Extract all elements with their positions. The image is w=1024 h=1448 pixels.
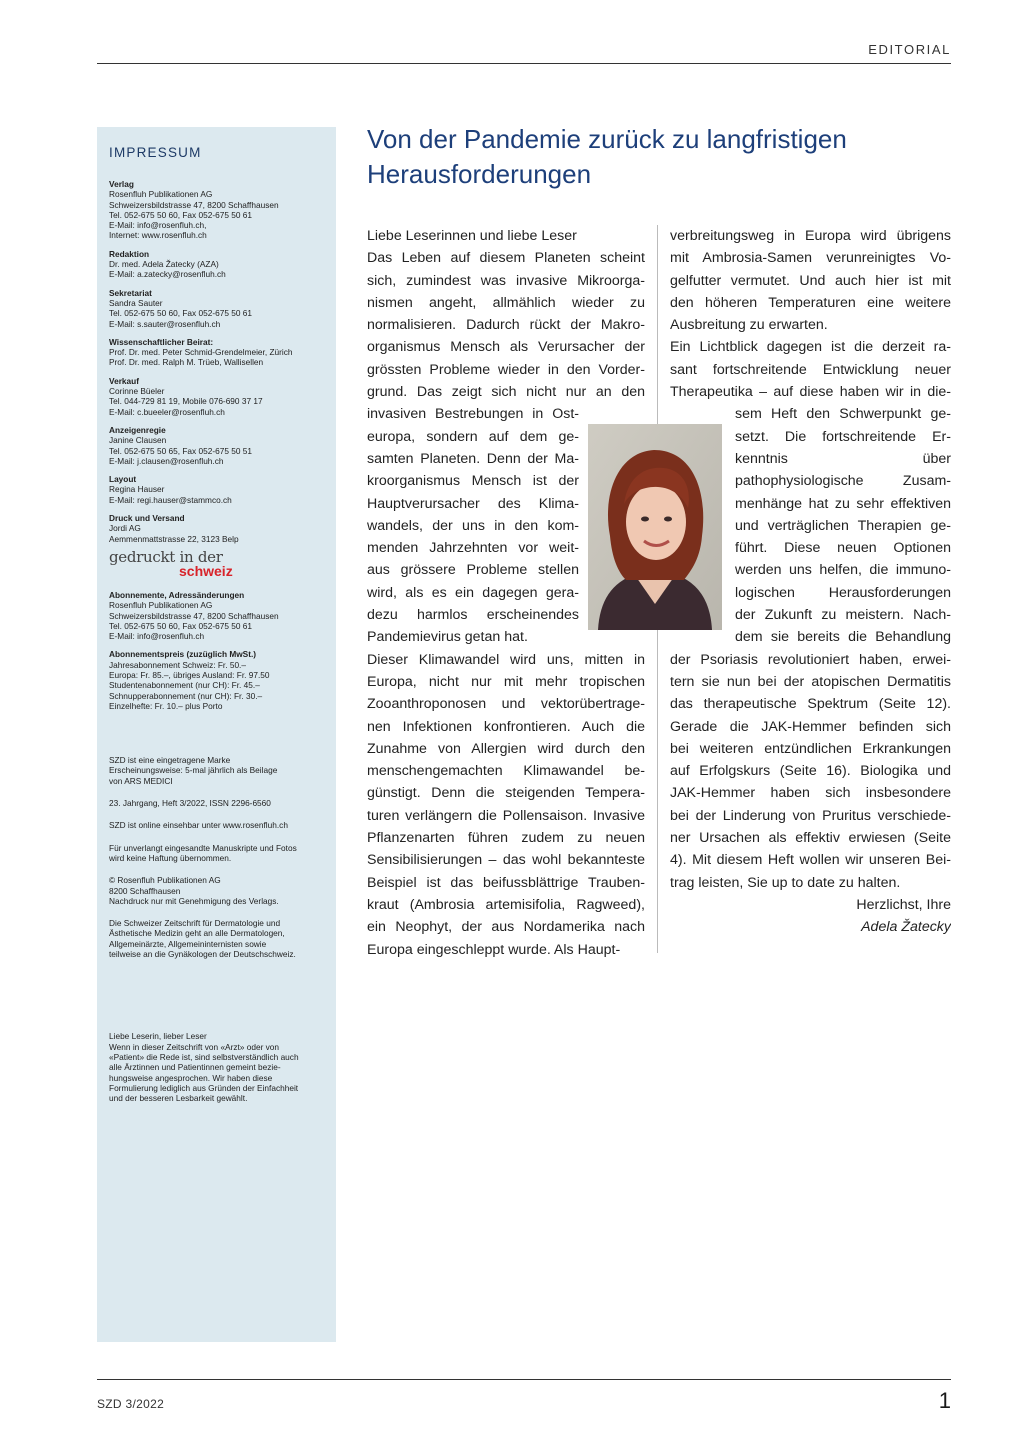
article-line: sem Heft den Schwerpunkt ge-	[735, 406, 951, 423]
impressum-line: Tel. 052-675 50 60, Fax 052-675 50 61	[109, 209, 252, 220]
author-photo	[588, 424, 722, 630]
impressum-note	[109, 875, 329, 906]
impressum-section	[109, 337, 329, 368]
article-line: Das Leben auf diesem Planeten scheint	[367, 250, 645, 267]
impressum-section	[109, 179, 329, 241]
impressum-line: Tel. 052-675 50 60, Fax 052-675 50 61	[109, 620, 252, 631]
gender-note-line: und der besseren Lesbarkeit gewählt.	[109, 1093, 248, 1104]
article-line: Europa, nicht nur mit mehr tropischen	[367, 673, 645, 690]
impressum-note-line: Die Schweizer Zeitschrift für Dermatologie und	[109, 918, 281, 929]
article-line: trag leisten, Sie up to date zu halten.	[670, 874, 901, 891]
article-line: Liebe Leserinnen und liebe Leser	[367, 228, 577, 244]
spacer	[109, 971, 329, 1031]
gender-note-line: alle Ärztinnen und Patientinnen gemeint bezie-	[109, 1062, 281, 1073]
article-line: und verträglichen Therapien ge-	[735, 517, 951, 534]
impressum-line: Janine Clausen	[109, 435, 167, 446]
impressum-note-line: Allgemeinärzte, Allgemeininternisten sowie	[109, 938, 267, 949]
article-line: Pandemievirus getan hat.	[367, 629, 528, 646]
impressum-heading: Abonnemente, Adressänderungen	[109, 589, 245, 600]
gender-note-line: Liebe Leserin, lieber Leser	[109, 1031, 207, 1042]
article-line: aus grössere Probleme stellen	[367, 562, 579, 579]
impressum-heading: Redaktion	[109, 248, 150, 259]
impressum-title: IMPRESSUM	[109, 145, 202, 160]
impressum-note-line: wird keine Haftung übernommen.	[109, 852, 232, 863]
impressum-section	[109, 590, 329, 641]
article-line: werden uns helfen, die immuno-	[735, 562, 951, 579]
impressum-line: Prof. Dr. med. Peter Schmid-Grendelmeier, Zürich	[109, 347, 293, 358]
impressum-line: Schweizersbildstrasse 47, 8200 Schaffhausen	[109, 199, 279, 210]
article-line: organismus Mensch als Verursacher der	[367, 339, 645, 356]
impressum-note-line: Erscheinungsweise: 5-mal jährlich als Beilage	[109, 765, 278, 776]
article-line: setzt. Die fortschreitende Er-	[735, 428, 951, 445]
impressum-body	[109, 179, 329, 1115]
impressum-line: Europa: Fr. 85.–, übriges Ausland: Fr. 97.50	[109, 669, 270, 680]
article-line: ein Neophyt, der aus Nordamerika nach	[367, 919, 645, 936]
article-line: JAK-Hemmer haben sich insbesondere	[670, 785, 951, 802]
article-line: der Psoriasis revolutioniert haben, erwei-	[670, 651, 951, 668]
impressum-note	[109, 820, 329, 830]
article-line: bei der Linderung von Pruritus verschiede-	[670, 807, 951, 824]
article-line: Ausbreitung zu erwarten.	[670, 317, 828, 334]
article-line: turen verlängern die Pollensaison. Invasive	[367, 807, 645, 824]
impressum-note-line: von ARS MEDICI	[109, 775, 173, 786]
article-line: verbreitungsweg in Europa wird übrigens	[670, 228, 951, 244]
impressum-note	[109, 918, 329, 959]
article-title	[367, 122, 927, 192]
impressum-heading: Druck und Versand	[109, 513, 185, 524]
article-line: kenntnis über	[735, 450, 951, 467]
impressum-section	[109, 249, 329, 280]
impressum-note-line: Ästhetische Medizin geht an alle Dermatologen,	[109, 928, 285, 939]
impressum-note-line: Für unverlangt eingesandte Manuskripte und Fotos	[109, 842, 297, 853]
article-line: grund. Das zeigt sich nicht nur an den	[367, 384, 645, 401]
issue-label: SZD 3/2022	[97, 1397, 165, 1411]
article-line: Sensibilisierungen – das wohl bekannteste	[367, 852, 645, 869]
impressum-line: E-Mail: a.zatecky@rosenfluh.ch	[109, 269, 226, 280]
print-logo	[109, 547, 329, 582]
article-line: nen Infektionen konfrontieren. Auch die	[367, 718, 645, 735]
footer-rule	[97, 1379, 951, 1380]
impressum-heading: Layout	[109, 474, 137, 485]
article-line: der Zukunft zu meistern. Nach-	[735, 607, 951, 624]
impressum-heading: Verkauf	[109, 375, 139, 386]
print-logo-line2: schweiz	[179, 562, 233, 579]
impressum-sidebar	[97, 127, 336, 1342]
article-line: Europa eingeschleppt wurde. Als Haupt-	[367, 941, 621, 958]
article-line: sant fortschreitende Entwicklung neuer	[670, 361, 951, 378]
impressum-heading: Sekretariat	[109, 287, 152, 298]
article-line: Gerade die JAK-Hemmer befinden sich	[670, 718, 951, 735]
impressum-line: E-Mail: regi.hauser@stammco.ch	[109, 494, 232, 505]
article-line: normalisieren. Dadurch rückt der Makro-	[367, 317, 645, 334]
gender-note-line: Wenn in dieser Zeitschrift von «Arzt» oder von	[109, 1041, 280, 1052]
article-line: menschengemachten Klimawandel be-	[367, 763, 645, 780]
impressum-section	[109, 513, 329, 544]
impressum-section	[109, 474, 329, 505]
impressum-line: Jahresabonnement Schweiz: Fr. 50.–	[109, 659, 246, 670]
impressum-line: Dr. med. Adela Žatecky (AZA)	[109, 259, 219, 270]
article-line: ner Ursachen als effektiv erwiesen (Seite	[670, 830, 951, 847]
gender-note-line: «Patient» die Rede ist, sind selbstverständlich auch	[109, 1051, 299, 1062]
impressum-heading: Wissenschaftlicher Beirat:	[109, 336, 214, 347]
article-line: Therapeutika – auf diese haben wir in die-	[670, 384, 951, 401]
article-line: führt. Diese neuen Optionen	[735, 540, 951, 557]
impressum-line: Aemmenmattstrasse 22, 3123 Belp	[109, 533, 239, 544]
article-line: kroorganismus Mensch ist der	[367, 473, 579, 490]
impressum-line: Corinne Büeler	[109, 386, 165, 397]
impressum-note-line: SZD ist eine eingetragene Marke	[109, 755, 231, 766]
impressum-line: Prof. Dr. med. Ralph M. Trüeb, Wallisellen	[109, 357, 264, 368]
impressum-line: Schweizersbildstrasse 47, 8200 Schaffhausen	[109, 610, 279, 621]
print-logo-line1: gedruckt in der	[109, 547, 223, 566]
impressum-note-line: SZD ist online einsehbar unter www.rosenfluh.ch	[109, 820, 288, 831]
article-line: wird, als es ein dagegen gera-	[367, 584, 579, 601]
impressum-line: Studentenabonnement (nur CH): Fr. 45.–	[109, 680, 260, 691]
article-line: das therapeutische Spektrum (Seite 12).	[670, 696, 951, 713]
article-line: bei weiteren entzündlichen Erkrankungen	[670, 740, 951, 757]
impressum-note-line: 8200 Schaffhausen	[109, 885, 181, 896]
article-title-line: Herausforderungen	[367, 159, 592, 189]
page-number: 1	[938, 1388, 951, 1413]
article-line: dezu harmlos erscheinendes	[367, 607, 579, 624]
impressum-line: E-Mail: info@rosenfluh.ch	[109, 631, 205, 642]
impressum-line: E-Mail: s.sauter@rosenfluh.ch	[109, 318, 221, 329]
article-line: pathophysiologische Zusam-	[735, 473, 951, 490]
impressum-line: E-Mail: c.bueeler@rosenfluh.ch	[109, 406, 225, 417]
impressum-heading: Verlag	[109, 179, 134, 189]
article-title-line: Von der Pandemie zurück zu langfristigen	[367, 124, 847, 154]
impressum-note-line: © Rosenfluh Publikationen AG	[109, 875, 221, 886]
impressum-note-line: Nachdruck nur mit Genehmigung des Verlags.	[109, 895, 279, 906]
closing-line: Herzlichst, Ihre	[856, 896, 951, 913]
impressum-line: Tel. 044-729 81 19, Mobile 076-690 37 17	[109, 396, 263, 407]
gender-note-line: Formulierung lediglich aus Gründen der Einfachheit	[109, 1082, 299, 1093]
article-line: dem sie bereits die Behandlung	[735, 629, 951, 646]
impressum-line: Einzelhefte: Fr. 10.– plus Porto	[109, 700, 223, 711]
article-line: Hauptverursacher des Klima-	[367, 495, 579, 512]
impressum-section	[109, 649, 329, 711]
impressum-line: Tel. 052-675 50 65, Fax 052-675 50 51	[109, 445, 252, 456]
article-line: 4). Mit diesem Heft wollen wir unseren Bei-	[670, 852, 951, 869]
article-line: Dieser Klimawandel wird uns, mitten in	[367, 651, 645, 668]
article-line: Ein Lichtblick dagegen ist die derzeit ra-	[670, 339, 951, 356]
article-line: auf Erfolgskurs (Seite 16). Biologika und	[670, 763, 951, 780]
impressum-line: Rosenfluh Publikationen AG	[109, 189, 213, 200]
article-line: gelfutter vermutet. Und auch hier ist mit	[670, 272, 951, 289]
impressum-heading: Abonnementspreis (zuzüglich MwSt.)	[109, 649, 257, 660]
impressum-line: Sandra Sauter	[109, 297, 163, 308]
impressum-note-line: teilweise an die Gynäkologen der Deutschschweiz.	[109, 949, 296, 960]
article-line: tern sie nun bei der atopischen Dermatitis	[670, 673, 951, 690]
article-line: den höheren Temperaturen eine weitere	[670, 294, 951, 311]
article-line: samten Planeten. Denn der Ma-	[367, 450, 579, 467]
impressum-line: E-Mail: j.clausen@rosenfluh.ch	[109, 455, 224, 466]
impressum-line: Rosenfluh Publikationen AG	[109, 600, 213, 611]
article-line: logischen Herausforderungen	[735, 584, 951, 601]
article-line: günstigt. Denn die steigenden Tempera-	[367, 785, 645, 802]
impressum-line: Tel. 052-675 50 60, Fax 052-675 50 61	[109, 308, 252, 319]
impressum-section	[109, 376, 329, 417]
impressum-note	[109, 843, 329, 864]
article-line: wandels, der uns in den kom-	[367, 517, 579, 534]
header-rule	[97, 63, 951, 64]
article-line: Zunahme von Allergien wird durch den	[367, 740, 645, 757]
article-line: menhänge hat zu sehr effektiven	[735, 495, 951, 512]
article-line: Zooanthroponosen und vektorübertrage-	[367, 696, 645, 713]
article-line: nismen angeht, allmählich wieder zu	[367, 294, 645, 311]
impressum-line: Schnupperabonnement (nur CH): Fr. 30.–	[109, 690, 263, 701]
impressum-section	[109, 288, 329, 329]
spacer	[109, 719, 329, 755]
author-signature: Adela Žatecky	[861, 919, 951, 936]
section-label: EDITORIAL	[868, 42, 951, 57]
article-line: kraut (Ambrosia artemisifolia, Ragweed),	[367, 896, 645, 913]
article-line: Pflanzenarten führen zudem zu neuen	[367, 830, 645, 847]
impressum-note-line: 23. Jahrgang, Heft 3/2022, ISSN 2296-6560	[109, 798, 271, 809]
article-line: invasiven Bestrebungen in Ost-	[367, 406, 579, 423]
article-line: grössten Probleme wieder in den Vorder-	[367, 361, 645, 378]
impressum-heading: Anzeigenregie	[109, 424, 166, 435]
article-line: sich, zumindest was invasive Mikroorga-	[367, 272, 645, 289]
article-line: menden Jahrzehnten vor weit-	[367, 540, 579, 557]
impressum-note	[109, 798, 329, 808]
article-line: europa, sondern auf dem ge-	[367, 428, 579, 445]
article-line: Beispiel ist das beifussblättrige Trauben-	[367, 874, 645, 891]
impressum-line: Jordi AG	[109, 523, 141, 534]
impressum-line: E-Mail: info@rosenfluh.ch,	[109, 220, 207, 231]
impressum-line: Internet: www.rosenfluh.ch	[109, 230, 207, 241]
impressum-note	[109, 755, 329, 786]
article-line: mit Ambrosia-Samen verunreinigtes Vo-	[670, 250, 951, 267]
gender-note-line: hungsweise angesprochen. Wir haben diese	[109, 1072, 273, 1083]
impressum-line: Regina Hauser	[109, 484, 165, 495]
impressum-section	[109, 425, 329, 466]
gender-note	[109, 1031, 329, 1103]
